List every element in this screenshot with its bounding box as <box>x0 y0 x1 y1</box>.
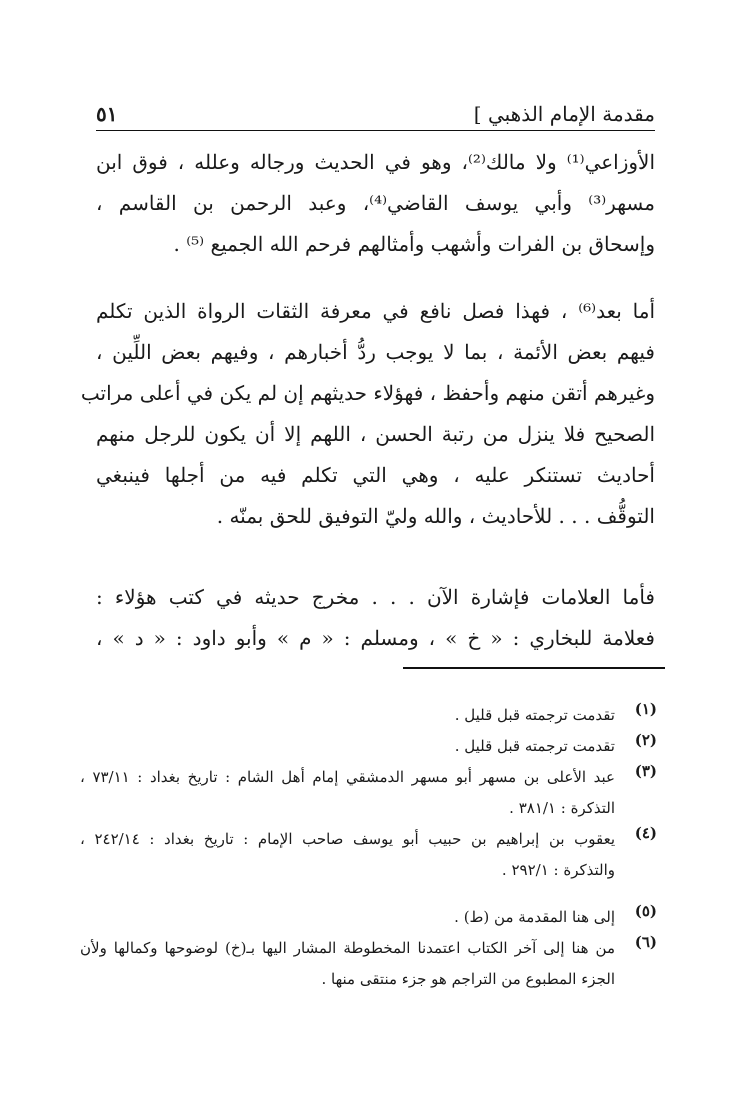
footnote-line: يعقوب بن إبراهيم بن حبيب أبو يوسف صاحب الإمام : تاريخ بغداد : ٢٤٢/١٤ ، <box>80 830 616 848</box>
footnote-number: (١) <box>634 700 657 718</box>
text-line: وغيرهم أتقن منهم وأحفظ ، فهؤلاء حديثهم إن لم يكن في أعلى مراتب <box>80 381 655 405</box>
text-line: وإسحاق بن الفرات وأشهب وأمثالهم فرحم الله الجميع ⁽⁵⁾ . <box>173 232 655 256</box>
text-line: الصحيح فلا ينزل من رتبة الحسن ، اللهم إلا أن يكون للرجل منهم <box>96 422 655 446</box>
text-line: أما بعد⁽⁶⁾ ، فهذا فصل نافع في معرفة الثقات الرواة الذين تكلم <box>96 299 655 323</box>
text-line: الأوزاعي⁽¹⁾ ولا مالك⁽²⁾، وهو في الحديث ورجاله وعلله ، فوق ابن <box>96 150 656 174</box>
footnote-3 <box>80 762 657 824</box>
text-line: فعلامة للبخاري : « خ » ، ومسلم : « م » وأبو داود : « د » ، <box>96 626 655 650</box>
text-line: مسهر⁽³⁾ وأبي يوسف القاضي⁽⁴⁾، وعبد الرحمن بن القاسم ، <box>96 191 655 215</box>
paragraph-2 <box>80 291 655 537</box>
footnote-line: تقدمت ترجمته قبل قليل . <box>454 706 615 724</box>
page-header <box>96 98 655 130</box>
running-title: مقدمة الإمام الذهبي ] <box>473 102 655 126</box>
text-line: فيهم بعض الأئمة ، بما لا يوجب ردُّ أخبارهم ، وفيهم بعض اللِّين ، <box>96 340 655 364</box>
footnote-line: التذكرة : ٣٨١/١ . <box>509 799 615 817</box>
footnote-separator <box>403 667 665 669</box>
footnote-2 <box>80 731 657 762</box>
footnote-line: تقدمت ترجمته قبل قليل . <box>454 737 615 755</box>
footnote-number: (٤) <box>634 824 657 842</box>
footnote-gap <box>80 886 657 902</box>
header-rule <box>96 130 655 131</box>
text-line: التوقُّف . . . للأحاديث ، والله وليّ التوفيق للحق بمنّه . <box>216 504 655 528</box>
footnote-4 <box>80 824 657 886</box>
footnote-line: إلى هنا المقدمة من (ط) . <box>454 908 615 926</box>
paragraph-3 <box>96 577 655 659</box>
footnote-number: (٥) <box>634 902 657 920</box>
paragraph-1 <box>96 142 655 265</box>
footnote-1 <box>80 700 657 731</box>
footnote-number: (٢) <box>634 731 657 749</box>
footnote-line: عبد الأعلى بن مسهر أبو مسهر الدمشقي إمام أهل الشام : تاريخ بغداد : ٧٣/١١ ، <box>80 768 615 786</box>
footnote-line: الجزء المطبوع من التراجم هو جزء منتقى منها . <box>321 970 615 988</box>
footnote-line: من هنا إلى آخر الكتاب اعتمدنا المخطوطة المشار اليها بـ(خ) لوضوحها وكمالها ولأن <box>80 939 615 957</box>
main-text <box>80 142 656 659</box>
footnote-5 <box>80 902 657 933</box>
text-line: أحاديث تستنكر عليه ، وهي التي تكلم فيه من أجلها فينبغي <box>96 463 655 487</box>
footnote-number: (٦) <box>634 933 657 951</box>
text-line: فأما العلامات فإشارة الآن . . . مخرج حديثه في كتب هؤلاء : <box>96 585 655 609</box>
footnote-number: (٣) <box>634 762 657 780</box>
page-number: ٥١ <box>96 102 118 126</box>
footnote-line: والتذكرة : ٢٩٢/١ . <box>501 861 615 879</box>
footnotes <box>80 700 657 995</box>
footnote-6 <box>80 933 657 995</box>
